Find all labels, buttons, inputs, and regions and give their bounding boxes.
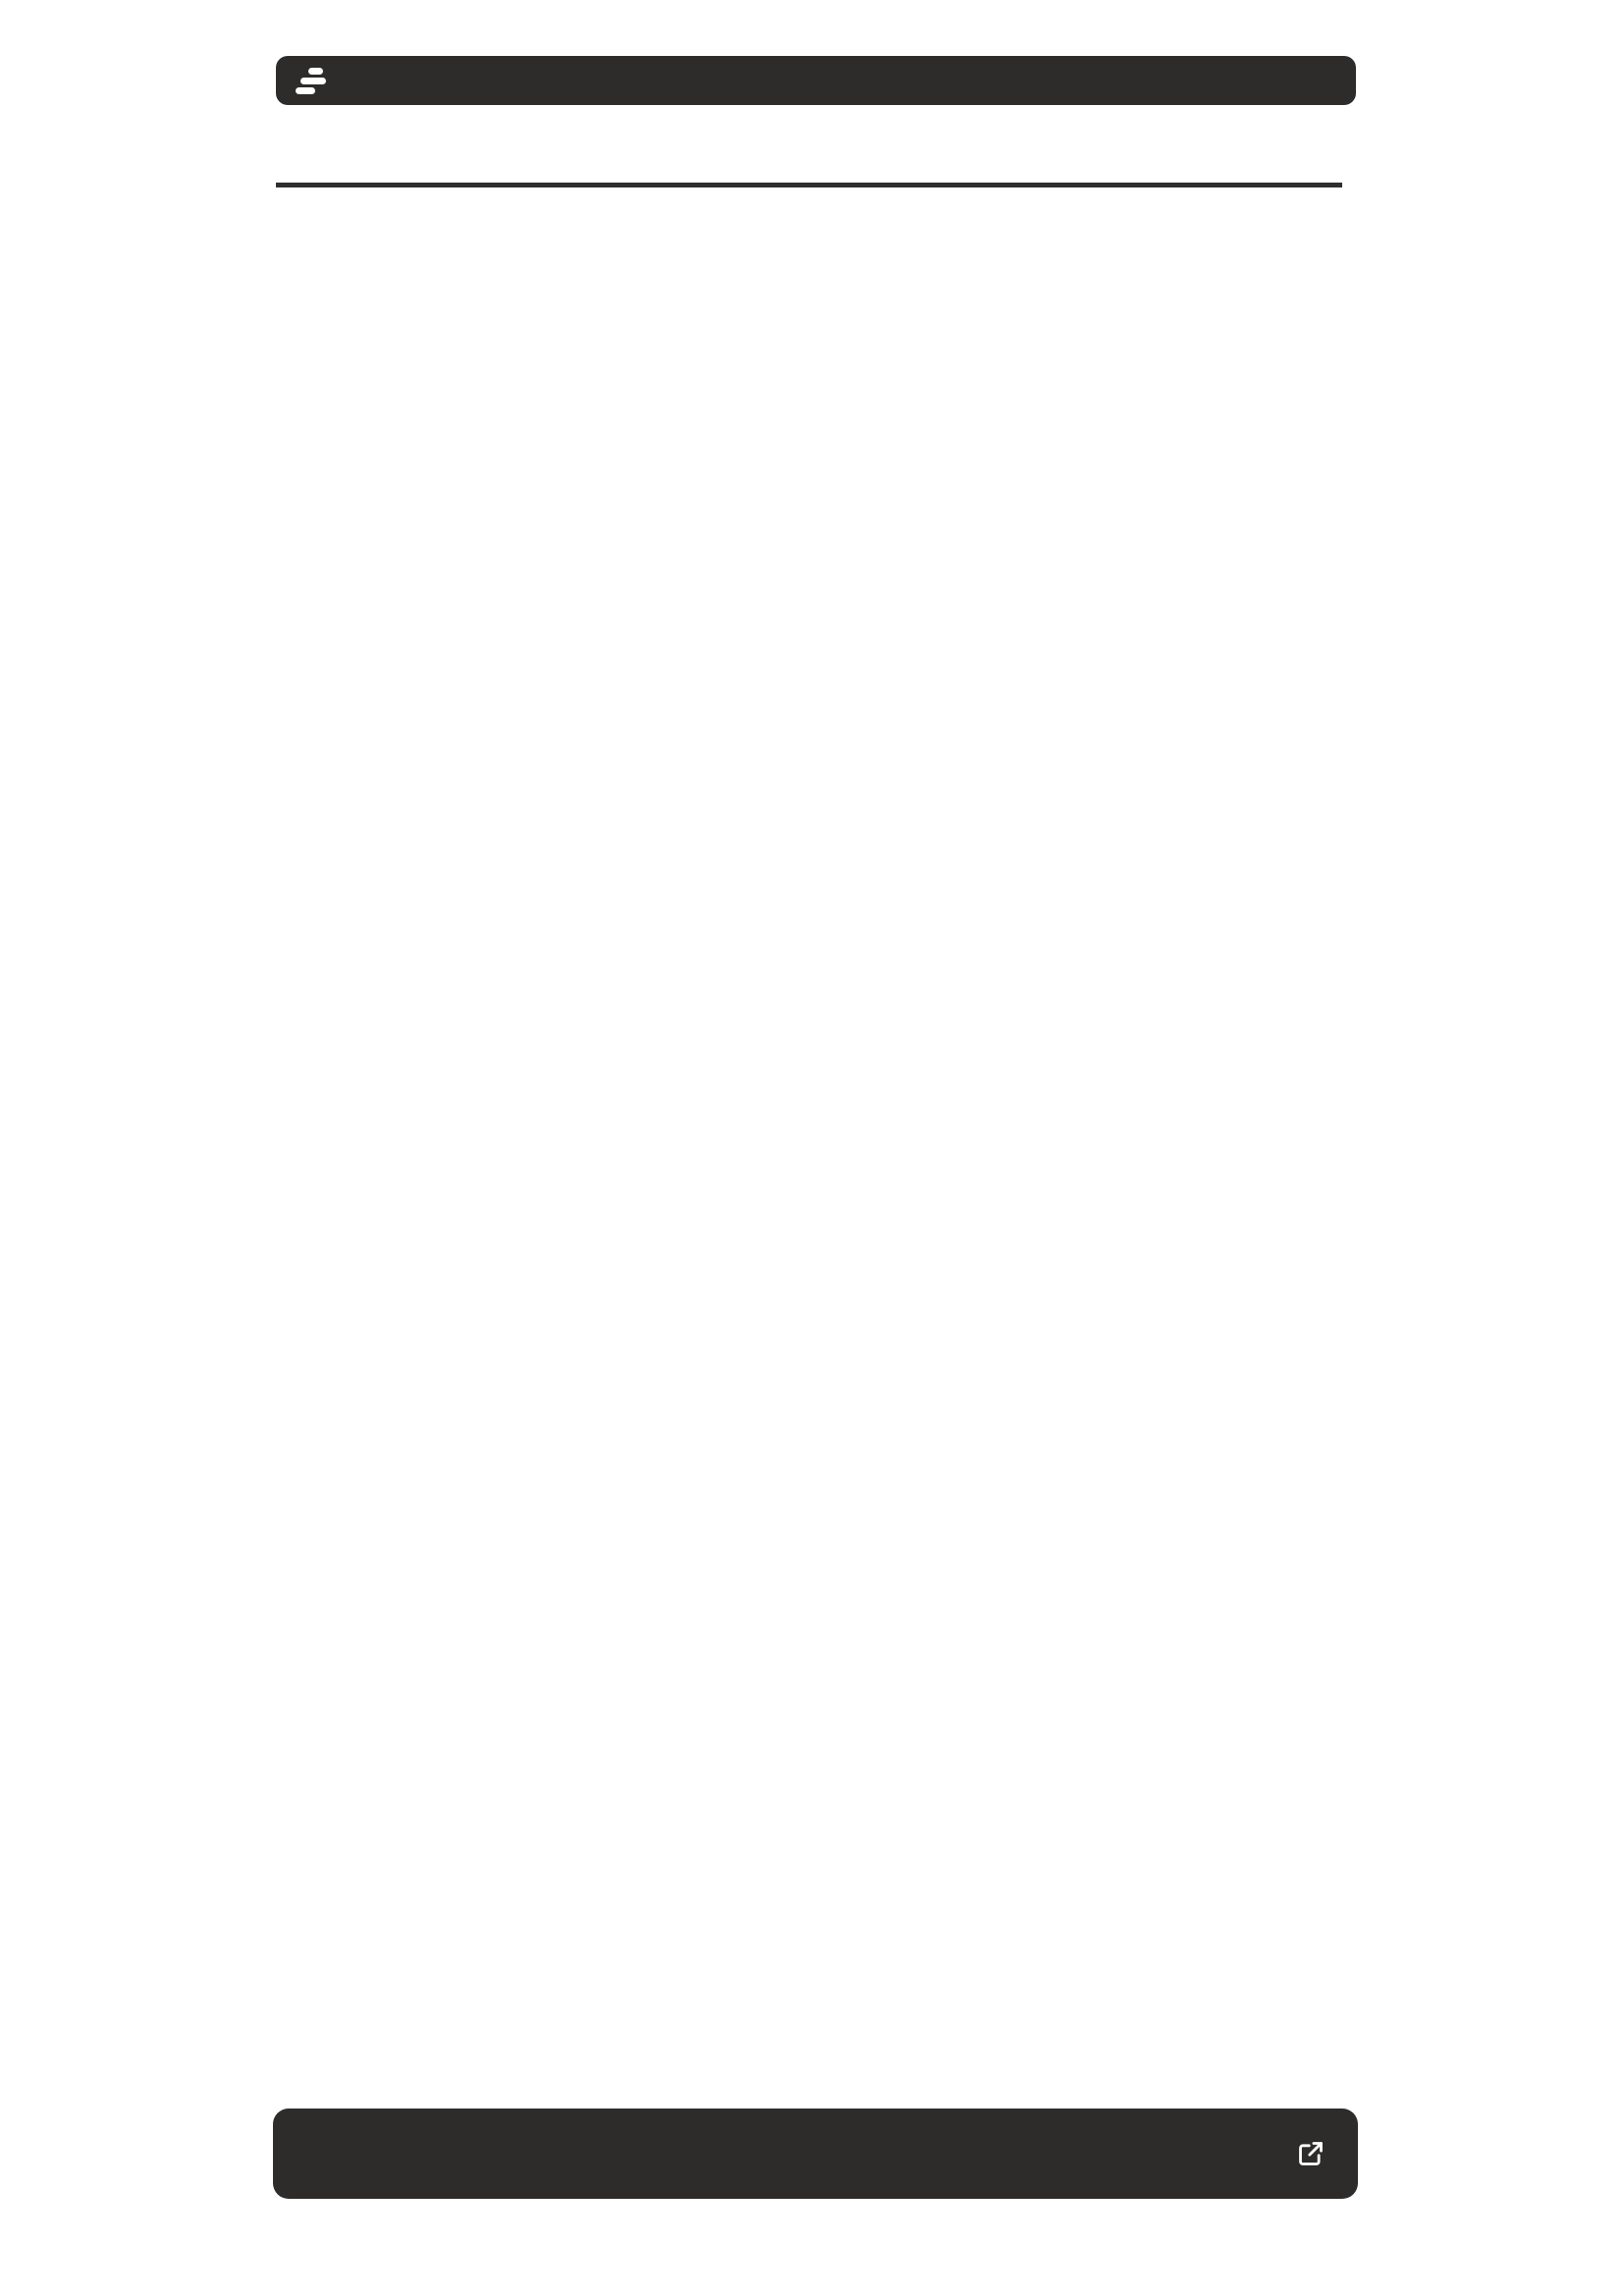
table-1-top [276,183,1342,211]
footer-bar [273,2109,1358,2199]
iam-logo-icon [296,68,329,94]
external-link-icon [1297,2140,1325,2167]
return-to-contents-link[interactable] [296,68,345,94]
header-bar [276,56,1356,105]
explore-on-iam-link[interactable] [1285,2140,1325,2167]
article-body [276,161,1360,211]
